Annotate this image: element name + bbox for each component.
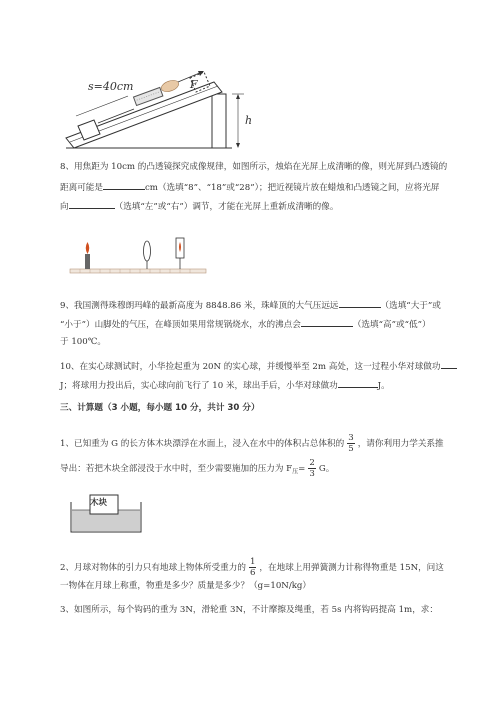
- q8-line1: 8、用焦距为 10cm 的凸透镜探究成像规律，如图所示，烛焰在光屏上成清晰的像，则光屏到凸透镜的: [60, 162, 448, 172]
- distance-label: s=40cm: [88, 80, 134, 93]
- q10-line2: J；将球用力投出后，实心球向前飞行了 10 米，球出手后，小华对球做功 J。: [60, 377, 390, 394]
- q9-line2: “小于”）山脚处的气压，在峰顶如果用常规锅烧水，水的沸点会 （选填“高”或“低”）: [60, 316, 431, 333]
- q8-line2: 距离可能是 cm（选填“8”、“18”或“28”）；把近视镜片放在蜡烛和凸透镜之间，应将光屏: [60, 179, 439, 196]
- q10-line1: 10、在实心球测试时，小华捡起重为 20N 的实心球，并缓慢举至 2m 高处，这一过程小华对球做功: [60, 358, 457, 375]
- calc2-line1: 2、月球对物体的引力只有地球上物体所受重力的 $\frac{1}{6}$ ，在地球上用弹簧测力计称得物重是 15N，问这: [60, 557, 444, 578]
- incline-figure: [62, 52, 272, 152]
- candle: [85, 254, 90, 269]
- calc3-line1: 3、如图所示，每个钩码的重为 3N，滑轮重 3N，不计摩擦及绳重，若 5s 内将钩码提高 1m，求：: [60, 605, 438, 615]
- wood-block-label: 木块: [90, 498, 108, 508]
- q10-blank-work1[interactable]: [441, 358, 457, 369]
- force-label: F: [190, 78, 198, 91]
- q8-blank-distance[interactable]: [103, 179, 145, 190]
- q9-blank-pressure[interactable]: [339, 297, 381, 308]
- q9-line1: 9、我国测得珠穆朗玛峰的最新高度为 8848.86 米，珠峰顶的大气压远远 （选填“大于”或: [60, 297, 441, 314]
- q9-line3: 于 100℃。: [60, 337, 106, 347]
- optical-bench-figure: [68, 232, 208, 278]
- q8-line3: 向 （选填“左”或“右”）调节，才能在光屏上重新成清晰的像。: [60, 198, 338, 215]
- height-label: h: [245, 114, 253, 127]
- calc1-line1: 1、已知重为 G 的长方体木块漂浮在水面上，浸入在水中的体积占总体积的 $\frac{3}{5}$ ，请你利用力学关系推: [60, 433, 444, 454]
- q8-blank-direction[interactable]: [69, 198, 115, 209]
- section-title: 三、计算题（3 小题，每小题 10 分，共计 30 分）: [60, 403, 260, 413]
- calc1-line2: 导出：若把木块全部浸没于水中时，至少需要施加的压力为 $F_压=$ $\frac{2}{3}$ G。: [60, 458, 335, 479]
- q9-blank-boiling[interactable]: [301, 316, 353, 327]
- convex-lens: [144, 241, 151, 261]
- candle-flame: [86, 242, 90, 254]
- q10-blank-work2[interactable]: [338, 377, 378, 388]
- calc2-line2: 一物体在月球上称重，物重是多少？质量是多少？（g=10N/kg）: [60, 581, 312, 591]
